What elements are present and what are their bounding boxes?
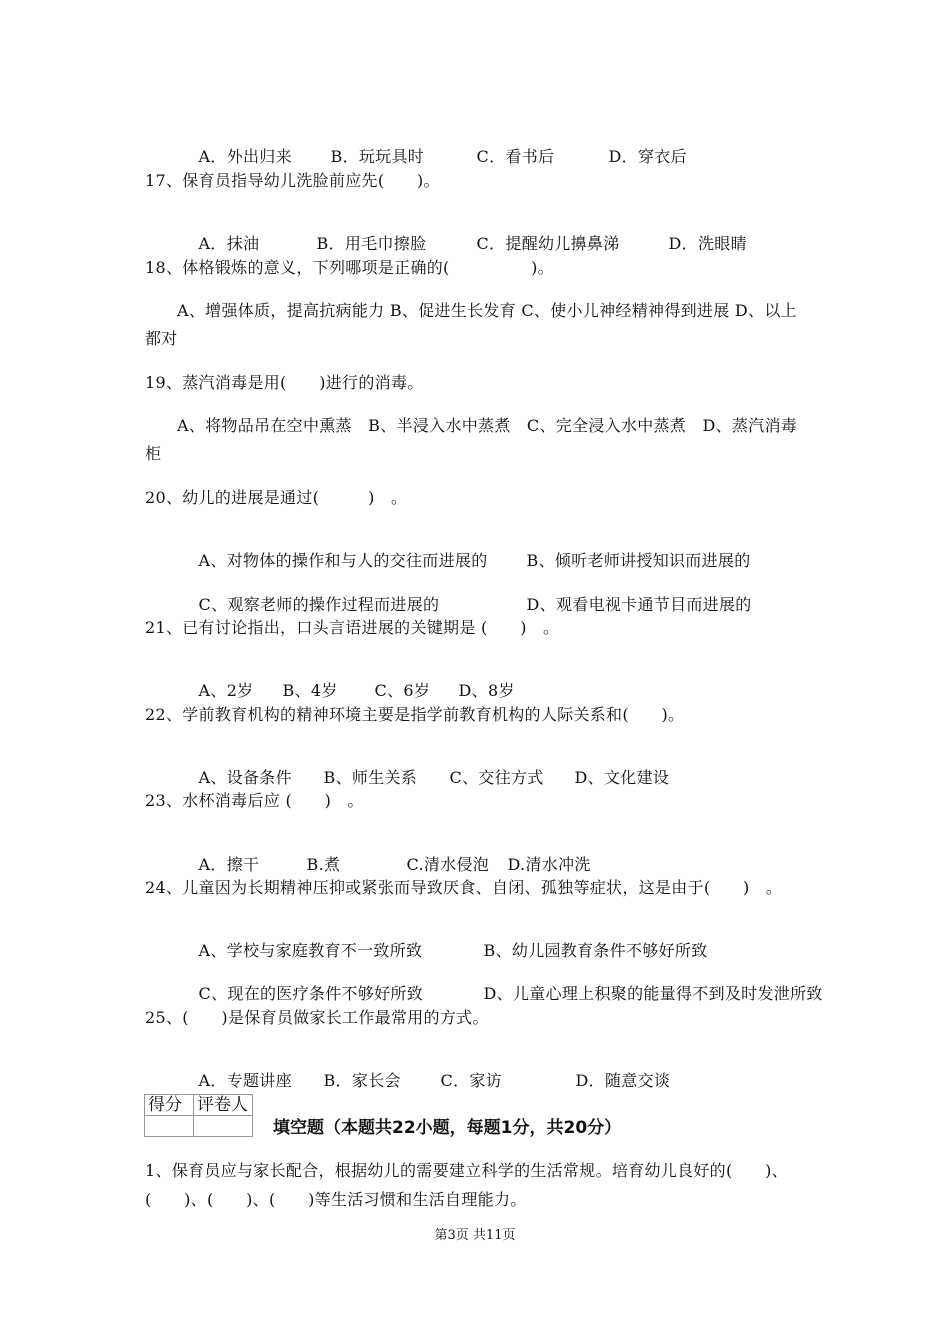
q20-option-b: B、倾听老师讲授知识而进展的: [526, 551, 751, 570]
q24-option-c: C、现在的医疗条件不够好所致: [198, 984, 423, 1003]
q17-option-c: C．提醒幼儿擤鼻涕: [476, 234, 620, 253]
q22-option-a: A、设备条件: [198, 768, 292, 787]
q17-option-b: B．用毛巾擦脸: [316, 234, 427, 253]
q20-option-c: C、观察老师的操作过程而进展的: [198, 595, 440, 614]
q22-option-d: D、文化建设: [574, 768, 670, 787]
score-table-input-row: [145, 1116, 253, 1137]
q21-option-c: C、6岁: [374, 681, 431, 700]
q16-option-d: D．穿衣后: [608, 147, 687, 166]
q16-option-c: C．看书后: [476, 147, 555, 166]
q25-stem: 25、( )是保育员做家长工作最常用的方式。: [145, 1008, 489, 1027]
q25-option-d: D．随意交谈: [575, 1071, 671, 1090]
q19-options-line2: 柜: [145, 444, 162, 463]
q18-stem: 18、体格锻炼的意义，下列哪项是正确的( )。: [145, 258, 554, 277]
fill1-line2: ( )、( )、( )等生活习惯和生活自理能力。: [145, 1190, 527, 1209]
q23-option-a: A．擦干: [198, 855, 260, 874]
q24-stem: 24、儿童因为长期精神压抑或紧张而导致厌食、自闭、孤独等症状，这是由于( ) 。: [145, 878, 783, 897]
q22-stem: 22、学前教育机构的精神环境主要是指学前教育机构的人际关系和( )。: [145, 705, 685, 724]
q23-option-b: B.煮: [306, 855, 341, 874]
q21-stem: 21、已有讨论指出，口头言语进展的关键期是 ( ) 。: [145, 618, 560, 637]
q20-option-d: D、观看电视卡通节目而进展的: [526, 595, 752, 614]
q19-stem: 19、蒸汽消毒是用( )进行的消毒。: [145, 373, 424, 392]
q25-option-b: B．家长会: [323, 1071, 401, 1090]
q24-option-a: A、学校与家庭教育不一致所致: [198, 941, 423, 960]
grader-label: 评卷人: [194, 1095, 253, 1116]
q24-option-b: B、幼儿园教育条件不够好所致: [483, 941, 708, 960]
q21-option-d: D、8岁: [458, 681, 515, 700]
q24-option-d: D、儿童心理上积聚的能量得不到及时发泄所致: [483, 984, 823, 1003]
q25-option-a: A．专题讲座: [198, 1071, 292, 1090]
page-footer: 第3页 共11页: [434, 1228, 516, 1243]
score-label: 得分: [145, 1095, 194, 1116]
q19-options-line1: A、将物品吊在空中熏蒸 B、半浸入水中蒸煮 C、完全浸入水中蒸煮 D、蒸汽消毒: [177, 416, 798, 435]
q22-option-c: C、交往方式: [449, 768, 544, 787]
q16-option-a: A．外出归来: [198, 147, 292, 166]
score-table: [144, 1094, 253, 1137]
q16-option-b: B．玩玩具时: [330, 147, 425, 166]
q17-stem: 17、保育员指导幼儿洗脸前应先( )。: [145, 171, 440, 190]
score-cell[interactable]: [145, 1116, 194, 1137]
q25-option-c: C．家访: [440, 1071, 502, 1090]
q23-stem: 23、水杯消毒后应 ( ) 。: [145, 791, 364, 810]
grader-cell[interactable]: [194, 1116, 253, 1137]
score-table-header-row: [145, 1095, 253, 1116]
fill1-line1: 1、保育员应与家长配合，根据幼儿的需要建立科学的生活常规。培育幼儿良好的( )、: [145, 1161, 788, 1180]
q17-option-a: A．抹油: [198, 234, 260, 253]
q21-option-b: B、4岁: [282, 681, 338, 700]
q20-option-a: A、对物体的操作和与人的交往而进展的: [198, 551, 488, 570]
section-title: 填空题（本题共22小题，每题1分，共20分）: [273, 1118, 622, 1138]
q18-options-line1: A、增强体质，提高抗病能力 B、促进生长发育 C、使小儿神经精神得到进展 D、以上: [177, 301, 797, 320]
q22-option-b: B、师生关系: [323, 768, 418, 787]
q17-option-d: D．洗眼睛: [668, 234, 747, 253]
q23-option-c: C.清水侵泡: [406, 855, 490, 874]
q20-stem: 20、幼儿的进展是通过( ) 。: [145, 488, 408, 507]
q21-option-a: A、2岁: [198, 681, 254, 700]
q23-option-d: D.清水冲洗: [507, 855, 591, 874]
q18-options-line2: 都对: [145, 329, 178, 348]
